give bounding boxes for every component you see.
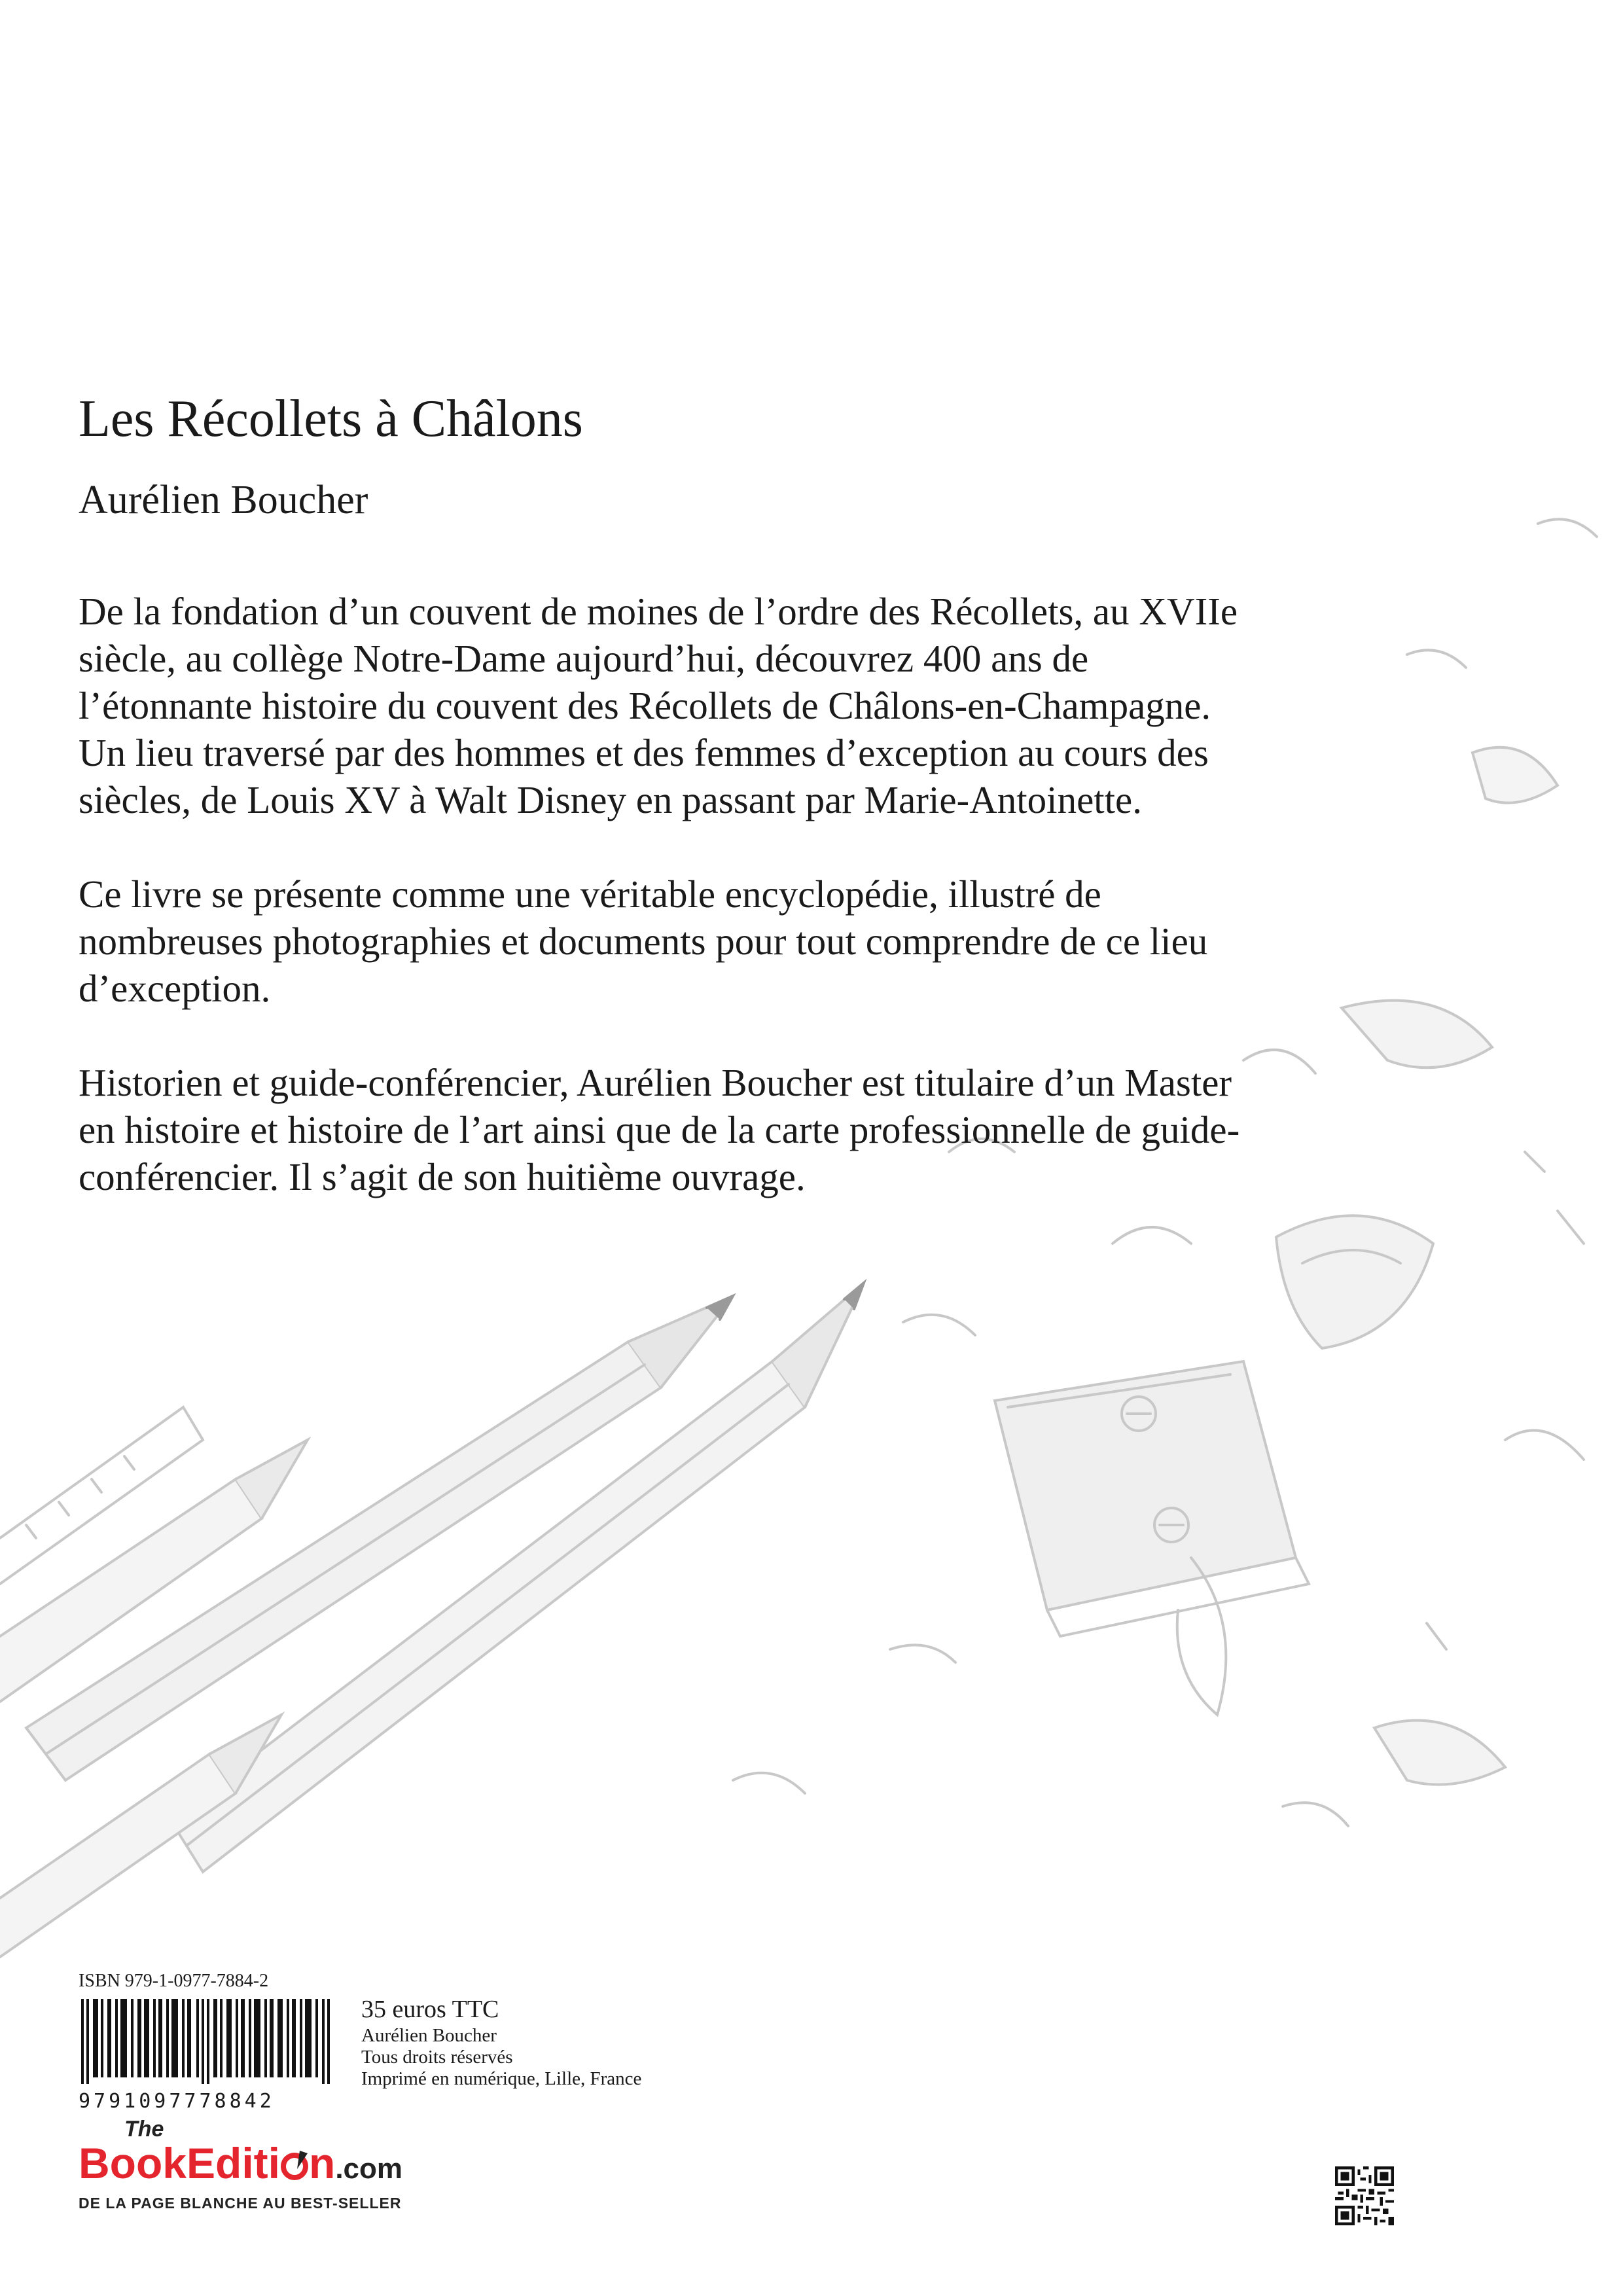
imprint-rights: Tous droits réservés	[361, 2047, 513, 2068]
pen-nib-o-icon	[280, 2149, 309, 2181]
blurb-paragraph-author-bio: Historien et guide-conférencier, Aurélien Boucher est titulaire d’un Master en histoire et histoire de l’art ainsi que de la carte professionnelle de guide-conférencier. Il s’agit de son huitième ouvrage.	[79, 1061, 1240, 1198]
blurb-paragraph-history: De la fondation d’un couvent de moines de l’ordre des Récollets, au XVIIe siècle, au collège Notre-Dame aujourd’hui, découvrez 400 ans de l’étonnante histoire du couvent des Récollets de Châlons-en-Champagne. Un lieu traversé par des hommes et des femmes d’exception au cours des siècles, de Louis XV à Walt Disney en passant par Marie-Antoinette.	[79, 590, 1238, 821]
logo-tagline: DE LA PAGE BLANCHE AU BEST-SELLER	[79, 2195, 402, 2212]
publisher-logo	[79, 2118, 402, 2212]
barcode-icon	[79, 1999, 340, 2084]
logo-name-part-2: n	[309, 2139, 336, 2187]
back-cover-blurb	[79, 588, 1243, 1247]
imprint-block	[361, 1994, 641, 2090]
book-title: Les Récollets à Châlons	[79, 390, 583, 448]
blurb-paragraph-encyclopedia: Ce livre se présente comme une véritable encyclopédie, illustré de nombreuses photographies et documents pour tout comprendre de ce lieu d’exception.	[79, 872, 1208, 1010]
imprint-printed: Imprimé en numérique, Lille, France	[361, 2068, 642, 2089]
isbn-label: ISBN 979-1-0977-7884-2	[79, 1971, 269, 1991]
logo-the: The	[124, 2117, 164, 2142]
imprint-author: Aurélien Boucher	[361, 2025, 497, 2046]
logo-domain: .com	[335, 2153, 403, 2185]
barcode-digits: 9791097778842	[79, 2090, 275, 2113]
isbn-barcode-block	[79, 1970, 340, 2113]
logo-name-part-1: BookEditi	[79, 2139, 280, 2187]
price: 35 euros TTC	[361, 1996, 499, 2023]
logo-wordmark	[79, 2140, 402, 2192]
qr-code-icon	[1335, 2166, 1394, 2225]
book-author: Aurélien Boucher	[79, 478, 368, 522]
